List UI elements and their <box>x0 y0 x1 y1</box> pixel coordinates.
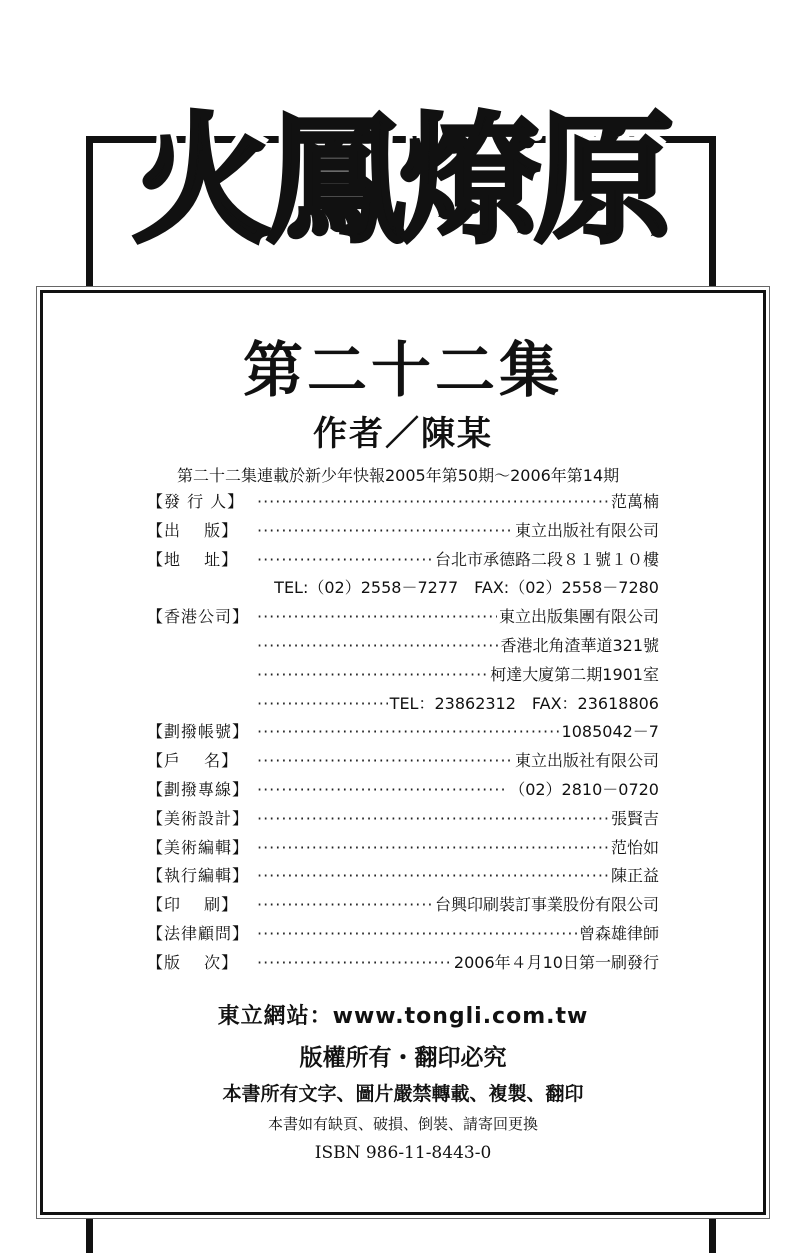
author-line: 作者／陳某 <box>313 414 493 454</box>
row-exec-editor: 【執行編輯】 ····· 陳正益 <box>147 863 659 892</box>
row-hk-tel: ····· TEL：23862312 FAX：23618806 <box>147 691 659 720</box>
row-account-name: 【戶 名】 ····· 東立出版社有限公司 <box>147 748 659 777</box>
row-art-editor: 【美術編輯】 ····· 范怡如 <box>147 835 659 864</box>
row-address-tel: TEL:（02）2558－7277 FAX:（02）2558－7280 <box>274 578 659 598</box>
row-account-line: 【劃撥專線】 ····· （02）2810－0720 <box>147 777 659 806</box>
colophon-panel <box>40 290 766 1215</box>
isbn-line: ISBN 986-11-8443-0 <box>314 1143 492 1163</box>
row-printing: 【印 刷】 ····· 台興印刷裝訂事業股份有限公司 <box>147 892 659 921</box>
row-publisher: 【發 行 人】 ····· 范萬楠 <box>147 489 659 518</box>
colophon-table <box>147 489 659 979</box>
row-account: 【劃撥帳號】 ····· 1085042－7 <box>147 719 659 748</box>
volume-title: 第二十二集 <box>243 336 563 406</box>
row-art-design: 【美術設計】 ····· 張賢吉 <box>147 806 659 835</box>
series-title: 火鳳燎原 <box>131 100 668 263</box>
row-press: 【出 版】 ····· 東立出版社有限公司 <box>147 518 659 547</box>
row-hk-address-2: ····· 柯達大廈第二期1901室 <box>147 662 659 691</box>
row-address: 【地 址】 ····· 台北市承德路二段８１號１０樓 <box>147 547 659 576</box>
reproduction-ban-line: 本書所有文字、圖片嚴禁轉載、複製、翻印 <box>222 1083 584 1105</box>
row-hk-company: 【香港公司】 ····· 東立出版集團有限公司 <box>147 604 659 633</box>
serialization-line: 第二十二集連載於新少年快報2005年第50期～2006年第14期 <box>177 466 620 485</box>
website-line: 東立網站：www.tongli.com.tw <box>217 1004 589 1029</box>
row-legal: 【法律顧問】 ····· 曾森雄律師 <box>147 921 659 950</box>
row-hk-address-1: ····· 香港北角渣華道321號 <box>147 633 659 662</box>
title-banner <box>80 62 720 282</box>
defect-note: 本書如有缺頁、破損、倒裝、請寄回更換 <box>267 1115 538 1133</box>
rights-line: 版權所有・翻印必究 <box>299 1044 507 1071</box>
row-edition: 【版 次】 ····· 2006年４月10日第一刷發行 <box>147 950 659 979</box>
